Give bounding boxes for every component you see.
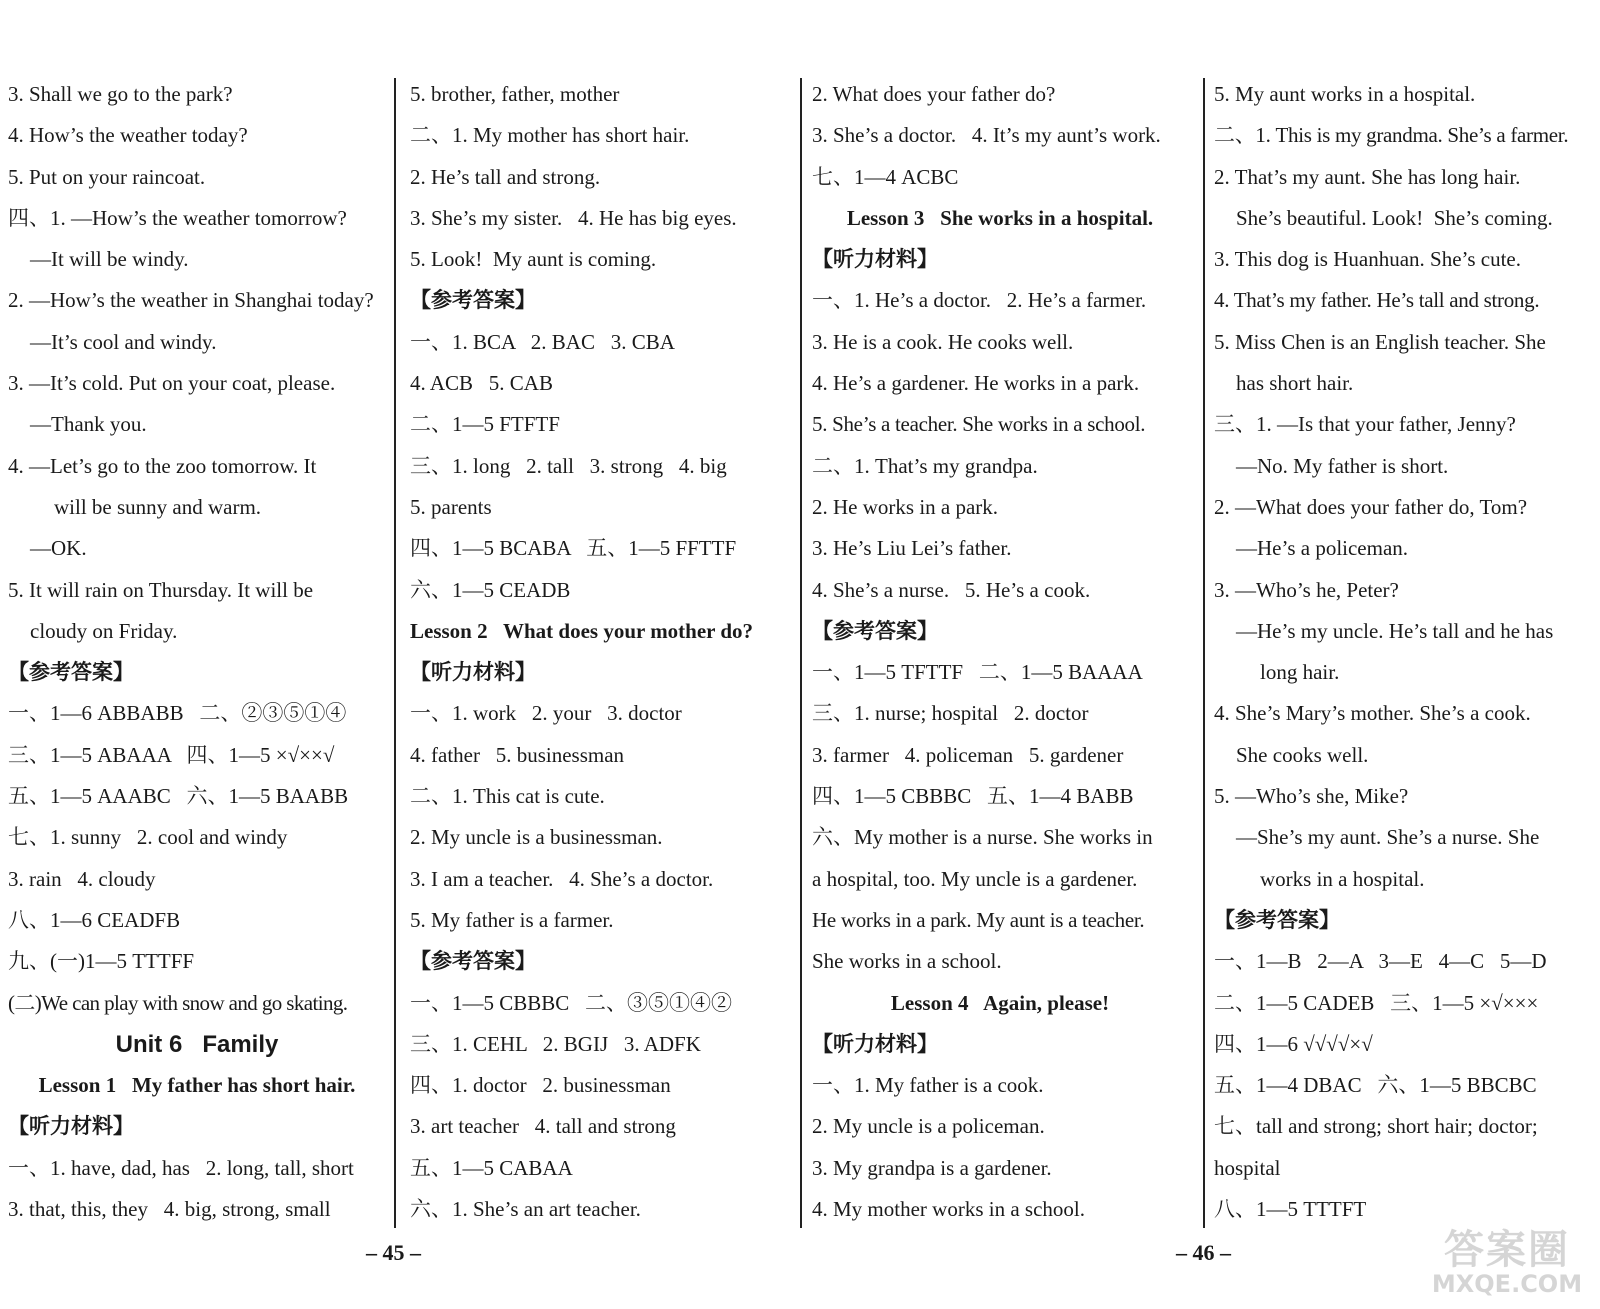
text-line: 5. She’s a teacher. She works in a school. [812, 412, 1146, 437]
answer-line: 一、1—B 2—A 3—E 4—C 5—D [1214, 949, 1547, 974]
answer-line: He works in a park. My aunt is a teacher. [812, 907, 1145, 932]
answer-line: 三、1. nurse; hospital 2. doctor [812, 701, 1089, 726]
lesson-title: Lesson 4 Again, please! [890, 990, 1110, 1015]
answer-line: 5. parents [410, 494, 492, 519]
section-heading: 【参考答案】 [1214, 907, 1340, 932]
lesson-title: Lesson 2 What does your mother do? [410, 618, 754, 643]
column-divider [394, 78, 396, 1228]
section-heading: 【听力材料】 [812, 247, 938, 272]
lesson-title: Lesson 1 My father has short hair. [38, 1073, 356, 1098]
answer-line: 八、1—6 CEADFB [8, 907, 181, 932]
text-line: —She’s my aunt. She’s a nurse. She [1236, 825, 1540, 850]
page-number-right: – 46 – [1176, 1240, 1231, 1265]
section-heading: 【参考答案】 [410, 949, 536, 974]
section-heading: 【参考答案】 [812, 618, 938, 643]
answer-line: 一、1—5 TFTTF 二、1—5 BAAAA [812, 660, 1143, 685]
answer-line: 四、1—6 √√√√×√ [1214, 1031, 1373, 1056]
answer-line: 三、1. long 2. tall 3. strong 4. big [410, 453, 727, 478]
text-line: 3. He’s Liu Lei’s father. [812, 536, 1012, 561]
text-line: —No. My father is short. [1236, 453, 1449, 478]
text-line: 四、1. —How’s the weather tomorrow? [8, 205, 347, 230]
text-line: 3. He is a cook. He cooks well. [812, 329, 1074, 354]
text-line: 一、1. have, dad, has 2. long, tall, short [8, 1155, 354, 1180]
text-line: 5. Miss Chen is an English teacher. She [1214, 329, 1546, 354]
section-heading: 【参考答案】 [410, 288, 536, 313]
watermark-url: MXQE.COM [1431, 1270, 1583, 1298]
text-line: 2. He’s tall and strong. [410, 164, 601, 189]
text-line: 2. My uncle is a businessman. [410, 825, 663, 850]
text-line: 3. —Who’s he, Peter? [1214, 577, 1399, 602]
text-line: 4. She’s a nurse. 5. He’s a cook. [812, 577, 1091, 602]
text-line: —It will be windy. [30, 247, 189, 272]
answer-line: hospital [1214, 1155, 1281, 1180]
text-line: 5. My father is a farmer. [410, 907, 614, 932]
watermark-logo [1418, 1218, 1596, 1306]
section-heading: 【听力材料】 [812, 1031, 938, 1056]
text-line: 3. I am a teacher. 4. She’s a doctor. [410, 866, 714, 891]
text-line: 2. —What does your father do, Tom? [1214, 494, 1528, 519]
text-line: 3. This dog is Huanhuan. She’s cute. [1214, 247, 1522, 272]
text-line: 2. My uncle is a policeman. [812, 1114, 1045, 1139]
text-line: 2. —How’s the weather in Shanghai today? [8, 288, 374, 313]
text-line: 一、1. work 2. your 3. doctor [410, 701, 682, 726]
answer-line: 六、My mother is a nurse. She works in [812, 825, 1153, 850]
text-line: 3. My grandpa is a gardener. [812, 1155, 1052, 1180]
text-line: 4. father 5. businessman [410, 742, 625, 767]
lesson-title: Lesson 3 She works in a hospital. [846, 205, 1154, 230]
text-line: She’s beautiful. Look! She’s coming. [1236, 205, 1553, 230]
text-line: 二、1. This is my grandma. She’s a farmer. [1214, 123, 1569, 148]
answer-line: (二)We can play with snow and go skating. [8, 990, 348, 1015]
answer-line: 五、1—4 DBAC 六、1—5 BBCBC [1214, 1073, 1537, 1098]
answer-line: 六、1. She’s an art teacher. [410, 1197, 641, 1222]
answer-line: 一、1—6 ABBABB 二、②③⑤①④ [8, 701, 347, 726]
answer-line: She works in a school. [812, 949, 1002, 974]
text-line: 一、1. He’s a doctor. 2. He’s a farmer. [812, 288, 1147, 313]
text-line: 一、1. My father is a cook. [812, 1073, 1044, 1098]
text-line: 4. He’s a gardener. He works in a park. [812, 371, 1140, 396]
column-divider [1203, 78, 1205, 1228]
column-2 [410, 74, 786, 1230]
answer-line: 五、1—5 AAABC 六、1—5 BAABB [8, 784, 349, 809]
answer-line: 三、1—5 ABAAA 四、1—5 ×√××√ [8, 742, 335, 767]
text-line: —It’s cool and windy. [30, 329, 217, 354]
text-line: 4. That’s my father. He’s tall and strong. [1214, 288, 1540, 313]
text-line: 二、1. That’s my grandpa. [812, 453, 1038, 478]
text-line: works in a hospital. [1260, 866, 1425, 891]
answer-line: 二、1—5 FTFTF [410, 412, 560, 437]
column-4 [1214, 74, 1594, 1230]
answer-line: 八、1—5 TTTFT [1214, 1197, 1367, 1222]
text-line: 5. Put on your raincoat. [8, 164, 206, 189]
text-line: cloudy on Friday. [30, 618, 178, 643]
answer-line: a hospital, too. My uncle is a gardener. [812, 866, 1138, 891]
text-line: —He’s my uncle. He’s tall and he has [1236, 618, 1554, 643]
answer-line: 三、1. CEHL 2. BGIJ 3. ADFK [410, 1031, 701, 1056]
text-line: She cooks well. [1236, 742, 1369, 767]
answer-line: 二、1—5 CADEB 三、1—5 ×√××× [1214, 990, 1539, 1015]
answer-line: 四、1—5 CBBBC 五、1—4 BABB [812, 784, 1134, 809]
text-line: 4. My mother works in a school. [812, 1197, 1085, 1222]
text-line: 二、1. This cat is cute. [410, 784, 605, 809]
text-line: 2. What does your father do? [812, 82, 1056, 106]
answer-line: 一、1. BCA 2. BAC 3. CBA [410, 329, 675, 354]
text-line: —Thank you. [30, 412, 147, 437]
text-line: 3. —It’s cold. Put on your coat, please. [8, 371, 336, 396]
answer-line: 一、1—5 CBBBC 二、③⑤①④② [410, 990, 733, 1015]
text-line: 5. —Who’s she, Mike? [1214, 784, 1409, 809]
section-heading: 【听力材料】 [8, 1114, 134, 1139]
answer-line: 四、1—5 BCABA 五、1—5 FFTTF [410, 536, 737, 561]
answer-line: 六、1—5 CEADB [410, 577, 571, 602]
answer-line: 五、1—5 CABAA [410, 1155, 573, 1180]
text-line: has short hair. [1236, 371, 1354, 396]
text-line: 5. It will rain on Thursday. It will be [8, 577, 314, 602]
answer-line: 四、1. doctor 2. businessman [410, 1073, 671, 1098]
text-line: 2. He works in a park. [812, 494, 999, 519]
text-line: 3. She’s a doctor. 4. It’s my aunt’s work. [812, 123, 1161, 148]
text-line: long hair. [1260, 660, 1340, 685]
text-line: 5. brother, father, mother [410, 82, 620, 106]
answer-line: 4. ACB 5. CAB [410, 371, 553, 396]
page-number-left: – 45 – [366, 1240, 421, 1265]
answer-line: 九、(一)1—5 TTTFF [8, 949, 195, 974]
text-line: —OK. [30, 536, 87, 561]
text-line: 三、1. —Is that your father, Jenny? [1214, 412, 1516, 437]
text-line: 4. She’s Mary’s mother. She’s a cook. [1214, 701, 1531, 726]
column-divider [800, 78, 802, 1228]
text-line: 3. Shall we go to the park? [8, 82, 233, 106]
text-line: 5. Look! My aunt is coming. [410, 247, 657, 272]
answer-line: 3. rain 4. cloudy [8, 866, 156, 891]
section-heading: 【参考答案】 [8, 660, 134, 685]
section-heading: 【听力材料】 [410, 660, 536, 685]
answer-line: 七、1. sunny 2. cool and windy [8, 825, 288, 850]
answer-line: 3. art teacher 4. tall and strong [410, 1114, 676, 1139]
unit-title: Unit 6 Family [115, 1030, 279, 1058]
column-3 [812, 74, 1188, 1230]
text-line: 二、1. My mother has short hair. [410, 123, 690, 148]
text-line: 4. How’s the weather today? [8, 123, 248, 148]
text-line: 3. She’s my sister. 4. He has big eyes. [410, 205, 737, 230]
answer-line: 七、tall and strong; short hair; doctor; [1214, 1114, 1538, 1139]
text-line: will be sunny and warm. [54, 494, 262, 519]
answer-line: 3. farmer 4. policeman 5. gardener [812, 742, 1124, 767]
column-1 [8, 74, 386, 1230]
text-line: —He’s a policeman. [1236, 536, 1409, 561]
watermark-text: 答案圈 [1444, 1227, 1570, 1273]
text-line: 3. that, this, they 4. big, strong, small [8, 1197, 331, 1222]
answer-line: 七、1—4 ACBC [812, 164, 959, 189]
text-line: 5. My aunt works in a hospital. [1214, 82, 1476, 106]
text-line: 4. —Let’s go to the zoo tomorrow. It [8, 453, 317, 478]
text-line: 2. That’s my aunt. She has long hair. [1214, 164, 1521, 189]
